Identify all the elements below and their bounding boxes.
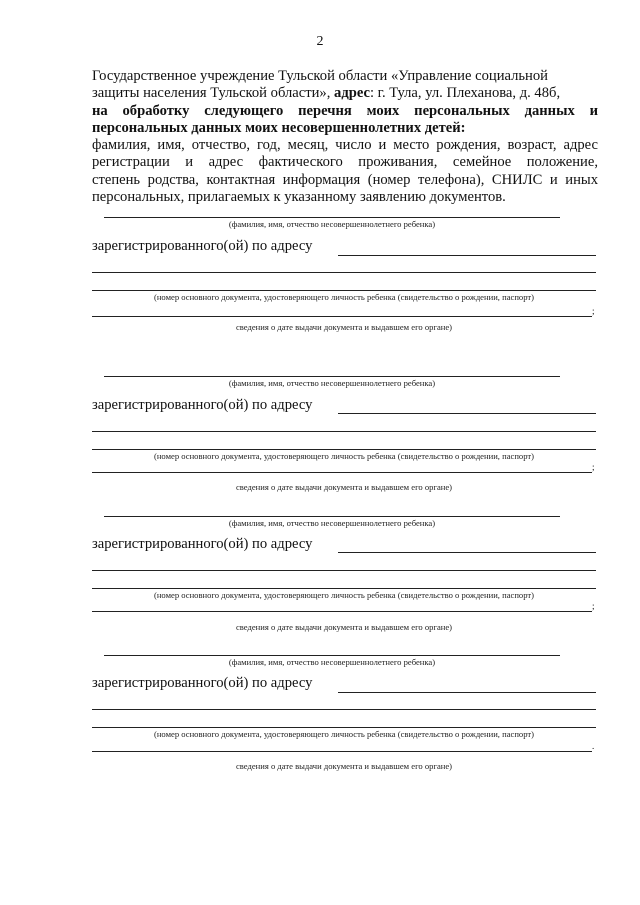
intro-line-8: персональных, прилагаемых к указанному заявлению документов. — [92, 189, 506, 206]
line-end-mark: ; — [592, 306, 595, 316]
document-caption: (номер основного документа, удостоверяющего личность ребенка (свидетельство о рождении, паспорт) — [153, 729, 535, 739]
issue-caption: сведения о дате выдачи документа и выдавшем его органе) — [235, 322, 453, 332]
intro-line-7: степень родства, контактная информация (номер телефона), СНИЛС и иных — [92, 171, 598, 188]
address-line-2[interactable] — [92, 272, 596, 273]
intro-line-4: персональных данных моих несовершеннолетних детей: — [92, 119, 466, 136]
child-name-caption: (фамилия, имя, отчество несовершеннолетнего ребенка) — [228, 657, 436, 667]
issue-line[interactable] — [92, 316, 592, 317]
registered-label: зарегистрированного(ой) по адресу — [92, 536, 313, 552]
intro-line-1: Государственное учреждение Тульской области «Управление социальной — [92, 68, 548, 84]
registered-label: зарегистрированного(ой) по адресу — [92, 675, 313, 691]
address-line[interactable] — [338, 692, 596, 693]
child-name-caption: (фамилия, имя, отчество несовершеннолетнего ребенка) — [228, 219, 436, 229]
address-line-2[interactable] — [92, 570, 596, 571]
child-name-caption: (фамилия, имя, отчество несовершеннолетнего ребенка) — [228, 518, 436, 528]
line-end-mark: ; — [592, 601, 595, 611]
issue-line[interactable] — [92, 611, 592, 612]
issue-line[interactable] — [92, 472, 592, 473]
child-name-line[interactable] — [104, 217, 560, 218]
document-caption: (номер основного документа, удостоверяющего личность ребенка (свидетельство о рождении, паспорт) — [153, 292, 535, 302]
child-name-line[interactable] — [104, 516, 560, 517]
document-line[interactable] — [92, 449, 596, 450]
issue-caption: сведения о дате выдачи документа и выдавшем его органе) — [235, 622, 453, 632]
page-number: 2 — [316, 34, 324, 49]
intro-line-5: фамилия, имя, отчество, год, месяц, число и место рождения, возраст, адрес — [92, 137, 598, 154]
child-name-caption: (фамилия, имя, отчество несовершеннолетнего ребенка) — [228, 378, 436, 388]
child-name-line[interactable] — [104, 376, 560, 377]
issue-caption: сведения о дате выдачи документа и выдавшем его органе) — [235, 482, 453, 492]
intro-line-2-text: защиты населения Тульской области», — [92, 85, 335, 102]
address-line-2[interactable] — [92, 709, 596, 710]
address-line[interactable] — [338, 255, 596, 256]
intro-line-6: регистрации и адрес фактического проживания, семейное положение, — [92, 154, 598, 171]
line-end-mark: . — [592, 741, 595, 751]
document-line[interactable] — [92, 290, 596, 291]
address-value: : г. Тула, ул. Плеханова, д. 48б, — [369, 85, 561, 102]
intro-line-3: на обработку следующего перечня моих персональных данных и — [92, 102, 598, 119]
registered-label: зарегистрированного(ой) по адресу — [92, 397, 313, 413]
line-end-mark: ; — [592, 462, 595, 472]
consent-paragraph — [92, 68, 598, 206]
address-line[interactable] — [338, 413, 596, 414]
issue-line[interactable] — [92, 751, 592, 752]
address-line-2[interactable] — [92, 431, 596, 432]
document-line[interactable] — [92, 727, 596, 728]
address-line[interactable] — [338, 552, 596, 553]
document-line[interactable] — [92, 588, 596, 589]
document-caption: (номер основного документа, удостоверяющего личность ребенка (свидетельство о рождении, паспорт) — [153, 590, 535, 600]
intro-line-2 — [92, 85, 598, 102]
document-caption: (номер основного документа, удостоверяющего личность ребенка (свидетельство о рождении, паспорт) — [153, 451, 535, 461]
registered-label: зарегистрированного(ой) по адресу — [92, 238, 313, 254]
child-name-line[interactable] — [104, 655, 560, 656]
address-label: адрес — [334, 85, 370, 102]
issue-caption: сведения о дате выдачи документа и выдавшем его органе) — [235, 761, 453, 771]
